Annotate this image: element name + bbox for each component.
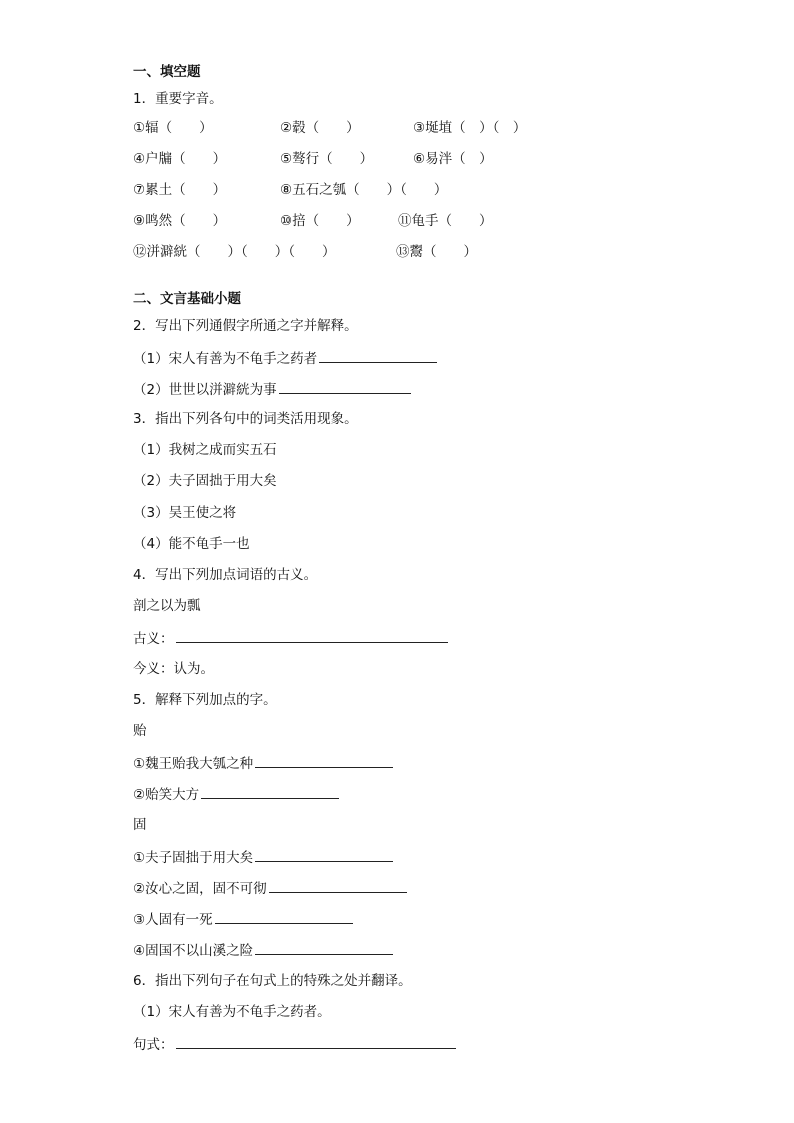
q4-sentence: 剖之以为瓢 xyxy=(133,598,201,614)
answer-blank[interactable] xyxy=(215,909,353,924)
answer-blank[interactable] xyxy=(176,1034,456,1049)
q5-item xyxy=(133,784,339,804)
answer-blank[interactable] xyxy=(255,753,393,768)
answer-blank[interactable] xyxy=(176,628,448,643)
answer-blank[interactable] xyxy=(255,847,393,862)
item-text: ①魏王贻我大瓠之种 xyxy=(133,756,254,772)
q5-item xyxy=(133,847,393,867)
q5-item xyxy=(133,909,353,929)
grid-item: ②毂（ ） xyxy=(280,120,360,136)
q1-prompt: 1．重要字音。 xyxy=(133,91,223,107)
item-text: ③人固有一死 xyxy=(133,912,213,928)
answer-blank[interactable] xyxy=(201,784,339,799)
item-text: ②贻笑大方 xyxy=(133,787,200,803)
q5-item xyxy=(133,753,393,773)
q6-answer xyxy=(133,1034,456,1054)
grid-item: ③埏埴（ ）（ ） xyxy=(413,120,527,136)
q3-prompt: 3．指出下列各句中的词类活用现象。 xyxy=(133,411,358,427)
answer-blank[interactable] xyxy=(279,379,411,394)
grid-item: ⑬鬻（ ） xyxy=(396,244,477,260)
q5-prompt: 5．解释下列加点的字。 xyxy=(133,692,277,708)
q5-word-2: 固 xyxy=(133,817,147,833)
item-text: （1）宋人有善为不龟手之药者 xyxy=(133,351,318,367)
grid-item: ⑤骜行（ ） xyxy=(280,151,374,167)
grid-item: ⑪龟手（ ） xyxy=(398,213,493,229)
grid-item: ⑨鸣然（ ） xyxy=(133,213,227,229)
q2-item-1 xyxy=(133,348,437,368)
q5-word-1: 贻 xyxy=(133,723,147,739)
q4-prompt: 4．写出下列加点词语的古义。 xyxy=(133,567,318,583)
section1-title: 一、填空题 xyxy=(133,64,201,80)
grid-item: ①辐（ ） xyxy=(133,120,213,136)
gu-label: 古义： xyxy=(133,631,174,647)
section2-title: 二、文言基础小题 xyxy=(133,291,241,307)
grid-item: ⑦累土（ ） xyxy=(133,182,227,198)
grid-item: ⑥易泮（ ） xyxy=(413,151,493,167)
syntax-label: 句式： xyxy=(133,1037,174,1053)
q3-item-3: （3）吴王使之将 xyxy=(133,505,237,521)
q5-item xyxy=(133,940,393,960)
q3-item-2: （2）夫子固拙于用大矣 xyxy=(133,473,277,489)
q2-item-2 xyxy=(133,379,411,399)
answer-blank[interactable] xyxy=(269,878,407,893)
q6-prompt: 6．指出下列句子在句式上的特殊之处并翻译。 xyxy=(133,973,412,989)
q5-item xyxy=(133,878,407,898)
q4-gu xyxy=(133,628,448,648)
grid-item: ⑫洴澼絖（ ）（ ）（ ） xyxy=(133,244,336,260)
answer-blank[interactable] xyxy=(319,348,437,363)
q3-item-1: （1）我树之成而实五石 xyxy=(133,442,277,458)
item-text: ④固国不以山溪之险 xyxy=(133,943,254,959)
q3-item-4: （4）能不龟手一也 xyxy=(133,536,250,552)
item-text: （2）世世以洴澼絖为事 xyxy=(133,382,277,398)
q6-item: （1）宋人有善为不龟手之药者。 xyxy=(133,1004,331,1020)
grid-item: ⑩掊（ ） xyxy=(280,213,360,229)
grid-item: ⑧五石之瓠（ ）（ ） xyxy=(280,182,448,198)
item-text: ②汝心之固，固不可彻 xyxy=(133,881,267,897)
q2-prompt: 2．写出下列通假字所通之字并解释。 xyxy=(133,318,358,334)
answer-blank[interactable] xyxy=(255,940,393,955)
q4-jin: 今义：认为。 xyxy=(133,661,214,677)
item-text: ①夫子固拙于用大矣 xyxy=(133,850,254,866)
grid-item: ④户牖（ ） xyxy=(133,151,227,167)
